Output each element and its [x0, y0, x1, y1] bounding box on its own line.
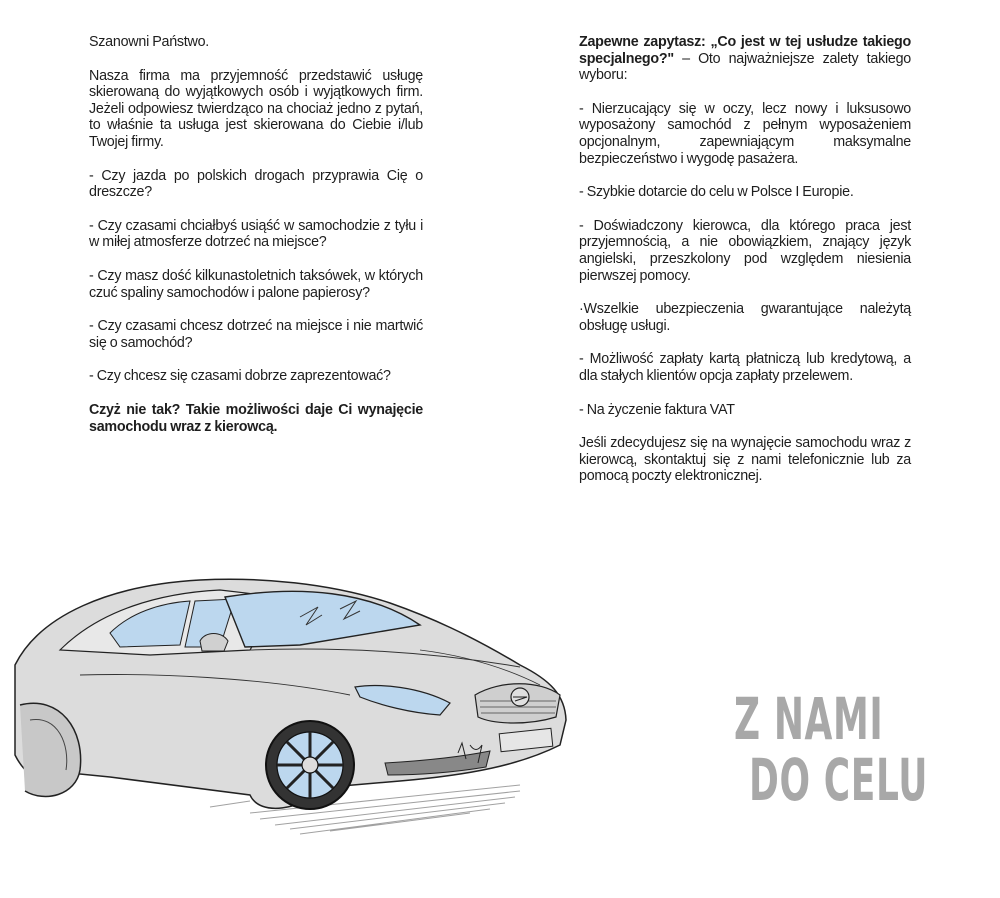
advantage-4: ·Wszelkie ubezpieczenia gwarantujące należytą obsługę usługi.: [579, 301, 911, 334]
question-4: - Czy czasami chcesz dotrzeć na miejsce i nie martwić się o samochód?: [89, 318, 423, 351]
slogan-line-1: Z NAMI: [734, 685, 884, 753]
advantage-5: - Możliwość zapłaty kartą płatniczą lub kredytową, a dla stałych klientów opcja zapłaty przelewem.: [579, 351, 911, 384]
advantage-2: - Szybkie dotarcie do celu w Polsce I Europie.: [579, 184, 854, 201]
advantages-heading: [579, 34, 911, 84]
question-1: - Czy jazda po polskich drogach przyprawia Cię o dreszcze?: [89, 167, 423, 201]
greeting: Szanowni Państwo.: [89, 34, 210, 50]
intro-paragraph: Nasza firma ma przyjemność przedstawić usługę skierowaną do wyjątkowych osób i wyjątkowych firm. Jeżeli odpowiesz twierdząco na chociaż jedno z pytań, to właśnie ta usługa jest skierowana do Ciebie i/lub Twojej firmy.: [89, 67, 423, 150]
advantage-6: - Na życzenie faktura VAT: [579, 401, 735, 418]
advantage-1: - Nierzucający się w oczy, lecz nowy i luksusowo wyposażony samochód z pełnym wyposażeniem opcjonalnym, zapewniającym maksymalne bezpieczeństwo i wygodę pasażera.: [579, 100, 911, 167]
closing-statement: Czyż nie tak? Takie możliwości daje Ci wynajęcie samochodu wraz z kierowcą.: [89, 401, 423, 435]
question-3: - Czy masz dość kilkunastoletnich taksówek, w których czuć spaliny samochodów i palone papierosy?: [89, 267, 423, 301]
heading-rest: – Oto najważniejsze zalety takiego wyboru:: [579, 50, 911, 84]
question-2: - Czy czasami chciałbyś usiąść w samochodzie z tyłu i w miłej atmosferze dotrzeć na miejsce?: [89, 217, 423, 251]
heading-question: Zapewne zapytasz: „Co jest w tej usłudze takiego specjalnego?": [579, 34, 911, 67]
left-column: [89, 34, 423, 452]
car-sketch-illustration: [0, 555, 580, 845]
contact-paragraph: Jeśli zdecydujesz się na wynajęcie samochodu wraz z kierowcą, skontaktuj się z nami telefonicznie lub za pomocą poczty elektronicznej.: [579, 435, 911, 485]
advantage-3: - Doświadczony kierowca, dla którego praca jest przyjemnością, a nie obowiązkiem, znający język angielski, przeszkolony pod względem niesienia pierwszej pomocy.: [579, 217, 911, 284]
right-column: [579, 34, 911, 502]
question-5: - Czy chcesz się czasami dobrze zaprezentować?: [89, 368, 391, 385]
slogan-line-2: DO CELU: [749, 746, 929, 814]
